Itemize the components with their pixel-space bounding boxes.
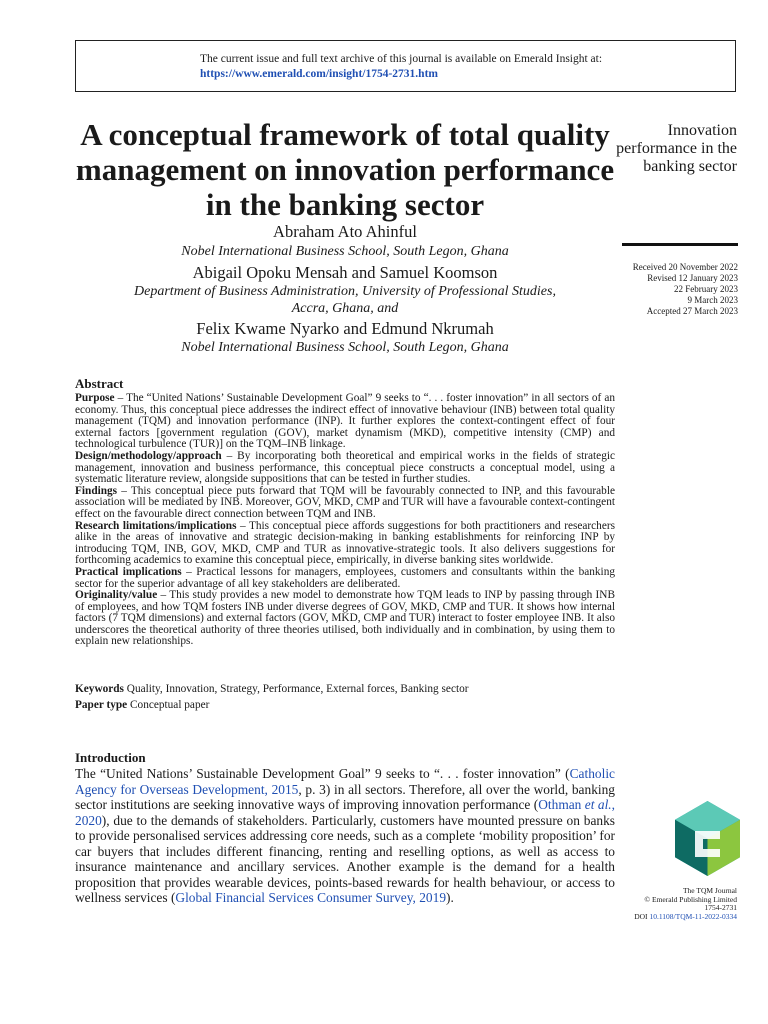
purpose-text: – The “United Nations’ Sustainable Development Goal” 9 seeks to “. . . foster innovation” in all sectors of an economy. Thus, this conceptual piece addresses the indirect effect of innovative behaviour (INB) between total quality management (TQM) and innovation performance (INP). It further explores the context-contingent effect of four external factors [government regulation (GOV), market dynamism (MKD), competitive intensity (CMP) and technological turbulence (TUR)] on the TQM–INB linkage. (75, 392, 615, 451)
intro-text-3: ), due to the demands of stakeholders. Particularly, customers have mounted pressure on banks to provide personalised services addressing core needs, such as a complete ‘mobility proposition’ for car buyers that includes different financing, renting and reselling options, as well as access to insurance maintenance and ancillary services. Another example is the demand for a health proposition that provides wearable devices, points-based rewards for health behaviour, or access to wellness services ( (75, 812, 615, 905)
citation-link-gfscs[interactable]: Global Financial Services Consumer Survey, 2019 (175, 890, 447, 905)
journal-info (600, 887, 737, 921)
doi-link[interactable]: 10.1108/TQM-11-2022-0334 (649, 911, 737, 921)
findings-text: – This conceptual piece puts forward that TQM will be favourably connected to INP, and this favourable association will be mediated by INB. Moreover, GOV, MKD, CMP and TUR will have a favourable context-contingent effect on the favourable direct connection between TQM and INB. (75, 484, 615, 520)
paper-type (75, 699, 209, 711)
citation-link-caod[interactable]: Catholic Agency for Overseas Development, 2015 (75, 766, 615, 797)
journal-doi (600, 913, 737, 922)
practical-implications-text: – Practical lessons for managers, employees, customers and consultants within the banking sector for the superior advantage of all key stakeholders are deliberated. (75, 565, 615, 590)
date-received: Received 20 November 2022 (632, 262, 738, 272)
design-label: Design/methodology/approach (75, 449, 222, 462)
practical-implications-label: Practical implications (75, 565, 182, 578)
research-limitations-text: – This conceptual piece affords suggestions for both practitioners and researchers alike in the areas of innovative and strategic decision-making in banking establishments for reinforcing INP by introducing TQM, INB, GOV, MKD, CMP and TUR as innovative-strategic tools. It also delivers suggestions for forthcoming academics to examine this conceptual piece, empirically, in diverse banking sites worldwide. (75, 519, 615, 567)
date-revised-2: 22 February 2023 (674, 284, 738, 294)
abstract-purpose (75, 393, 615, 451)
paper-type-text: Conceptual paper (130, 699, 210, 711)
journal-url-link[interactable]: https://www.emerald.com/insight/1754-2731.htm (200, 68, 438, 80)
abstract-design (75, 451, 615, 486)
research-limitations-label: Research limitations/implications (75, 519, 237, 532)
availability-notice-box (75, 40, 736, 92)
affiliation-2-line1: Department of Business Administration, University of Professional Studies, (134, 284, 556, 299)
design-text: – By incorporating both theoretical and empirical works in the fields of strategic management, innovation and business performance, this conceptual piece constructs a conceptual model, using a systematic literature review, alongside suppositions that can be tested in further studies. (75, 449, 615, 486)
running-title: Innovation performance in the banking sector (616, 122, 737, 175)
date-revised: Revised 12 January 2023 (647, 273, 738, 283)
intro-text-4: ). (446, 890, 454, 905)
originality-text: – This study provides a new model to demonstrate how TQM leads to INP by passing through INB of employees, and how TQM fosters INB under diverse degrees of GOV, MKD, CMP and TUR. It shows how internal factors (7 TQM dimensions) and external factors (GOV, MKD, CMP and TUR) interact to foster employee INB. It also underscores the theoretical authority of three theories utilised, both individually and in combination, by using them to explain new relationships. (75, 589, 615, 648)
affiliation-3: Nobel International Business School, South Legon, Ghana (181, 340, 509, 355)
affiliation-2-line2: Accra, Ghana, and (291, 301, 399, 316)
abstract-research-limitations (75, 521, 615, 567)
purpose-label: Purpose (75, 392, 115, 404)
date-revised-3: 9 March 2023 (687, 295, 738, 305)
availability-notice-text: The current issue and full text archive of this journal is available on Emerald Insight at: (200, 53, 603, 65)
keywords (75, 683, 469, 695)
keywords-label: Keywords (75, 683, 124, 695)
abstract-body (75, 393, 615, 648)
introduction-body (75, 766, 615, 906)
journal-logo-icon (675, 801, 740, 876)
author-2: Abigail Opoku Mensah and Samuel Koomson (192, 263, 498, 282)
journal-publisher: © Emerald Publishing Limited (644, 894, 737, 904)
article-title: A conceptual framework of total quality management on innovation performance in the banking sector (75, 117, 615, 222)
margin-rule (622, 243, 738, 246)
citation-othman-etal: et al. (584, 797, 612, 812)
journal-name: The TQM Journal (682, 886, 737, 895)
date-accepted: Accepted 27 March 2023 (646, 306, 738, 316)
paper-type-label: Paper type (75, 699, 128, 711)
author-3: Felix Kwame Nyarko and Edmund Nkrumah (196, 319, 494, 338)
journal-issn: 1754-2731 (704, 903, 737, 912)
abstract-originality (75, 590, 615, 648)
originality-label: Originality/value (75, 589, 158, 602)
doi-label: DOI (634, 911, 650, 921)
intro-text-1: The “United Nations’ Sustainable Development Goal” 9 seeks to “. . . foster innovation” ( (75, 766, 570, 781)
intro-text-2: , p. 3) in all sectors. Therefore, all over the world, banking sector institutions are seeking innovative ways of improving innovation performance ( (75, 781, 615, 812)
abstract-heading: Abstract (75, 376, 124, 391)
affiliation-1: Nobel International Business School, South Legon, Ghana (181, 244, 509, 259)
abstract-findings (75, 486, 615, 521)
author-1: Abraham Ato Ahinful (273, 222, 417, 241)
citation-othman-author: Othman (538, 797, 585, 812)
citation-othman-year: , 2020 (75, 797, 615, 828)
keywords-text: Quality, Innovation, Strategy, Performance, External forces, Banking sector (126, 683, 469, 695)
abstract-practical-implications (75, 567, 615, 590)
submission-dates (612, 262, 738, 317)
findings-label: Findings (75, 484, 118, 497)
introduction-heading: Introduction (75, 750, 146, 765)
